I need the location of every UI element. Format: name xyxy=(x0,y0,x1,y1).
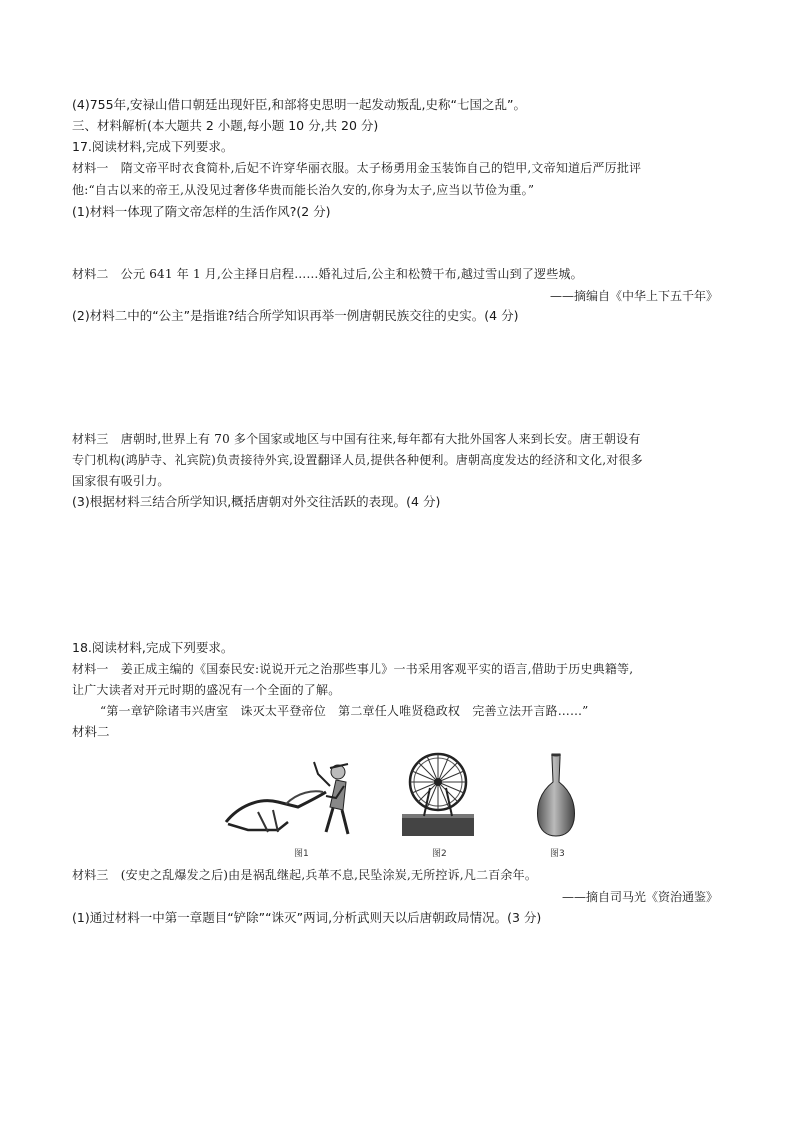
q18-material-3-source: ——摘自司马光《资治通鉴》 xyxy=(561,890,718,904)
figure-1-caption: 图1 xyxy=(294,849,309,859)
q17-material-2-line-1: 材料二 公元 641 年 1 月,公主择日启程……婚礼过后,公主和松赞干布,越过雪山到了逻些城。 xyxy=(72,267,583,281)
q17-material-3-line-2: 专门机构(鸿胪寺、礼宾院)负责接待外宾,设置翻译人员,提供各种便利。唐朝高度发达的经济和文化,对很多 xyxy=(72,453,643,467)
figure-3-caption: 图3 xyxy=(550,849,565,859)
q17-material-2-source: ——摘编自《中华上下五千年》 xyxy=(549,289,718,303)
question-16-4: (4)755年,安禄山借口朝廷出现奸臣,和部将史思明一起发动叛乱,史称“七国之乱”。 xyxy=(72,97,526,112)
q18-material-2-label: 材料二 xyxy=(72,724,110,739)
figure-2-caption: 图2 xyxy=(432,849,447,859)
question-18-1: (1)通过材料一中第一章题目“铲除”“诛灭”两词,分析武则天以后唐朝政局情况。(3 分) xyxy=(72,910,542,925)
q18-material-1-line-2: 让广大读者对开元时期的盛况有一个全面的了解。 xyxy=(72,683,341,697)
figure-3-vase-image xyxy=(532,752,580,840)
question-17-2: (2)材料二中的“公主”是指谁?结合所学知识再举一例唐朝民族交往的史实。(4 分) xyxy=(72,308,519,323)
question-17-intro: 17.阅读材料,完成下列要求。 xyxy=(72,139,234,154)
question-17-3: (3)根据材料三结合所学知识,概括唐朝对外交往活跃的表现。(4 分) xyxy=(72,494,441,509)
figure-2-waterwheel-image xyxy=(400,748,476,838)
q18-material-3-line-1: 材料三 (安史之乱爆发之后)由是祸乱继起,兵革不息,民坠涂炭,无所控诉,凡二百余年。 xyxy=(72,868,538,882)
section-three-heading: 三、材料解析(本大题共 2 小题,每小题 10 分,共 20 分) xyxy=(72,118,379,133)
question-18-intro: 18.阅读材料,完成下列要求。 xyxy=(72,640,234,655)
q17-material-3-line-3: 国家很有吸引力。 xyxy=(72,474,170,488)
q18-material-1-line-1: 材料一 姜正成主编的《国泰民安:说说开元之治那些事儿》一书采用客观平实的语言,借助于历史典籍等, xyxy=(72,662,634,676)
q17-material-3-line-1: 材料三 唐朝时,世界上有 70 多个国家或地区与中国有往来,每年都有大批外国客人来到长安。唐王朝设有 xyxy=(72,432,641,446)
q18-material-1-chapter-titles: “第一章铲除诸韦兴唐室 诛灭太平登帝位 第二章任人唯贤稳政权 完善立法开言路……” xyxy=(100,704,589,718)
question-17-1: (1)材料一体现了隋文帝怎样的生活作风?(2 分) xyxy=(72,204,331,219)
figure-1-plough-image xyxy=(218,752,368,842)
q17-material-1-line-1: 材料一 隋文帝平时衣食简朴,后妃不许穿华丽衣服。太子杨勇用金玉装饰自己的铠甲,文帝知道后严厉批评 xyxy=(72,161,642,175)
q17-material-1-line-2: 他:“自古以来的帝王,从没见过奢侈华贵而能长治久安的,你身为太子,应当以节俭为重。” xyxy=(72,183,535,197)
